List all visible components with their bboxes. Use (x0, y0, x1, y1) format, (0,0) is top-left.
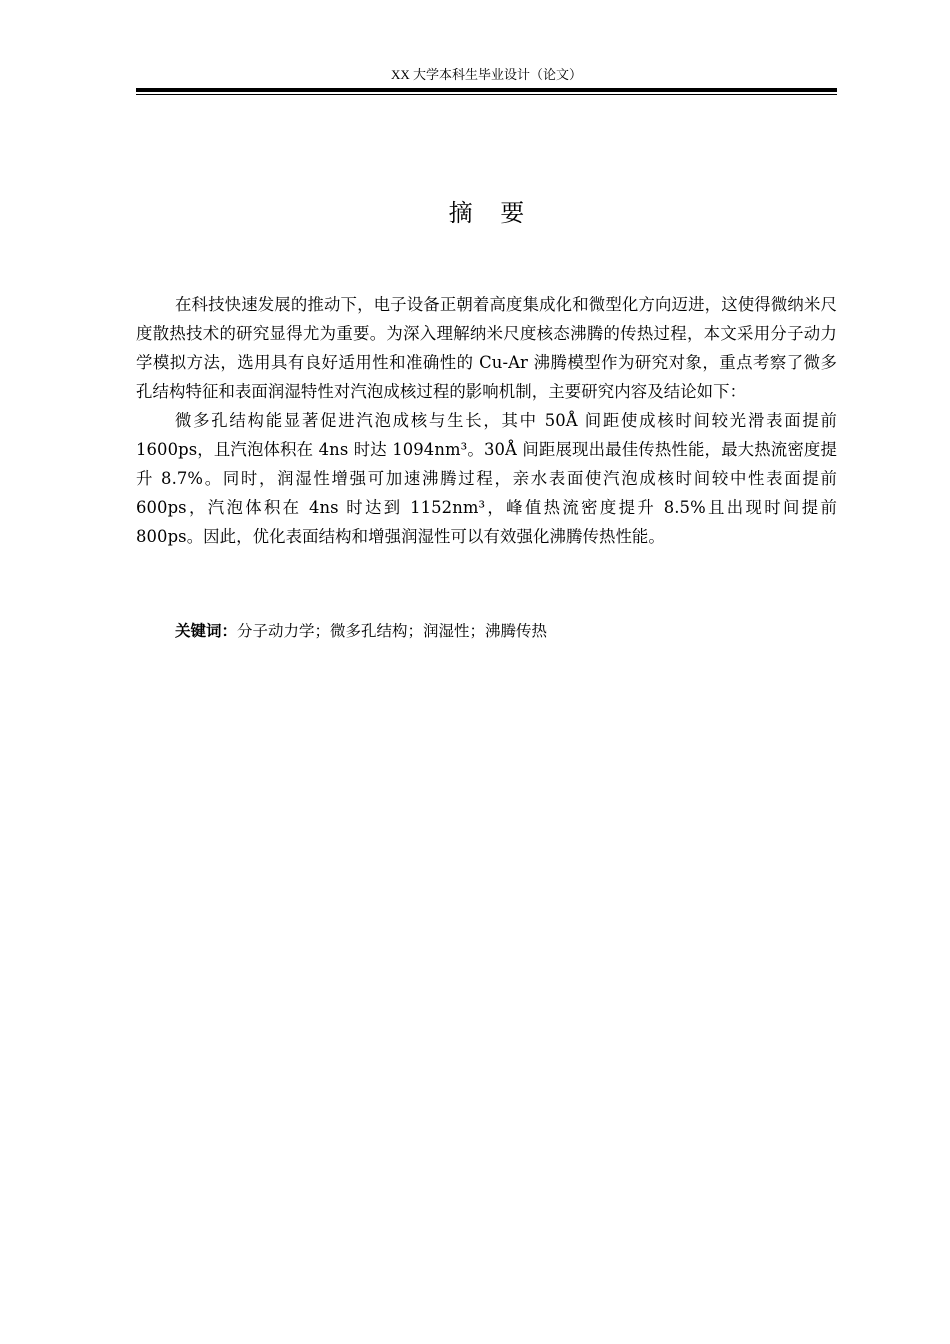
abstract-paragraph-2: 微多孔结构能显著促进汽泡成核与生长，其中 50Å 间距使成核时间较光滑表面提前 1600ps，且汽泡体积在 4ns 时达 1094nm³。30Å 间距展现出最佳传热性能，最大热流密度提升 8.7%。同时，润湿性增强可加速沸腾过程，亲水表面使汽泡成核时间较中性表面提前 600ps，汽泡体积在 4ns 时达到 1152nm³，峰值热流密度提升 8.5%且出现时间提前 800ps。因此，优化表面结构和增强润湿性可以有效强化沸腾传热性能。 (136, 411, 837, 546)
header-rule-thin (136, 94, 837, 95)
keywords-label: 关键词： (175, 622, 238, 640)
abstract-title: 摘 要 (448, 199, 535, 227)
header-rule-thick (136, 88, 837, 92)
keywords-value: 分子动力学；微多孔结构；润湿性；沸腾传热 (237, 622, 548, 640)
keywords-line (175, 616, 837, 646)
abstract-paragraph-1: 在科技快速发展的推动下，电子设备正朝着高度集成化和微型化方向迈进，这使得微纳米尺度散热技术的研究显得尤为重要。为深入理解纳米尺度核态沸腾的传热过程，本文采用分子动力学模拟方法，选用具有良好适用性和准确性的 Cu-Ar 沸腾模型作为研究对象，重点考察了微多孔结构特征和表面润湿特性对汽泡成核过程的影响机制，主要研究内容及结论如下： (136, 295, 837, 401)
running-header: XX 大学本科生毕业设计（论文） (390, 67, 583, 82)
abstract-body (136, 290, 837, 551)
